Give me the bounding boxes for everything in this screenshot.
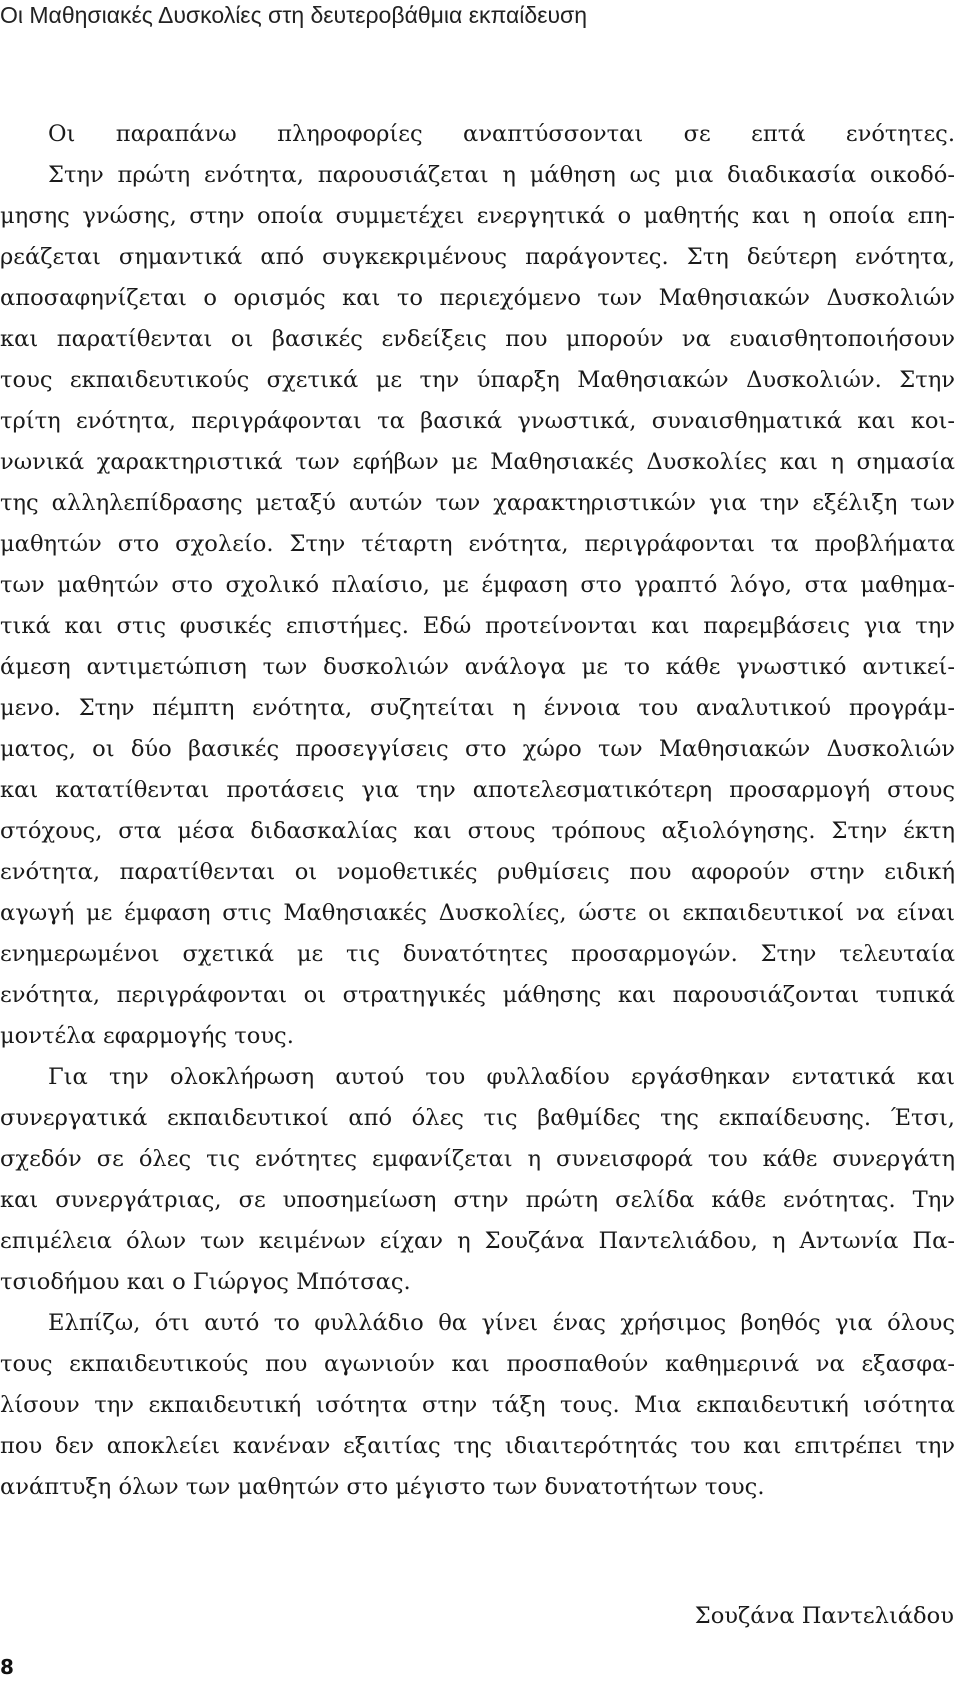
text-line: τσιοδήμου και ο Γιώργος Μπότσας.	[0, 1269, 411, 1295]
text-line: των μαθητών στο σχολικό πλαίσιο, με έμφαση στο γραπτό λόγο, στα μαθημα-	[0, 572, 955, 598]
text-line: Στην πρώτη ενότητα, παρουσιάζεται η μάθηση ως μια διαδικασία οικοδό-	[48, 162, 955, 188]
text-line: Για την ολοκλήρωση αυτού του φυλλαδίου εργάσθηκαν εντατικά και	[48, 1064, 955, 1090]
text-line: μησης γνώσης, στην οποία συμμετέχει ενεργητικά ο μαθητής και η οποία επη-	[0, 203, 955, 229]
text-line: τρίτη ενότητα, περιγράφονται τα βασικά γνωστικά, συναισθηματικά και κοι-	[0, 408, 955, 434]
text-line: της αλληλεπίδρασης μεταξύ αυτών των χαρακτηριστικών για την εξέλιξη των	[0, 490, 955, 516]
text-line: λίσουν την εκπαιδευτική ισότητα στην τάξη τους. Μια εκπαιδευτική ισότητα	[0, 1392, 955, 1418]
text-line: ανάπτυξη όλων των μαθητών στο μέγιστο των δυνατοτήτων τους.	[0, 1474, 765, 1500]
text-line: ενότητα, περιγράφονται οι στρατηγικές μάθησης και παρουσιάζονται τυπικά	[0, 982, 955, 1008]
text-line: αποσαφηνίζεται ο ορισμός και το περιεχόμενο των Μαθησιακών Δυσκολιών	[0, 285, 955, 311]
text-line: άμεση αντιμετώπιση των δυσκολιών ανάλογα με το κάθε γνωστικό αντικεί-	[0, 654, 955, 680]
body-text	[0, 114, 955, 1508]
text-line: συνεργατικά εκπαιδευτικοί από όλες τις βαθμίδες της εκπαίδευσης. Έτσι,	[0, 1105, 955, 1131]
paragraph-3	[0, 1303, 955, 1508]
signature: Σουζάνα Παντελιάδου	[694, 1603, 954, 1629]
text-line: στόχους, στα μέσα διδασκαλίας και στους τρόπους αξιολόγησης. Στην έκτη	[0, 818, 955, 844]
text-line: αγωγή με έμφαση στις Μαθησιακές Δυσκολίες, ώστε οι εκπαιδευτικοί να είναι	[0, 900, 955, 926]
text-line: ενότητα, παρατίθενται οι νομοθετικές ρυθμίσεις που αφορούν στην ειδική	[0, 859, 955, 885]
text-line: και συνεργάτριας, σε υποσημείωση στην πρώτη σελίδα κάθε ενότητας. Την	[0, 1187, 955, 1213]
text-line: τους εκπαιδευτικούς που αγωνιούν και προσπαθούν καθημερινά να εξασφα-	[0, 1351, 955, 1377]
paragraph-1	[0, 114, 955, 1057]
text-line: μενο. Στην πέμπτη ενότητα, συζητείται η έννοια του αναλυτικού προγράμ-	[0, 695, 955, 721]
text-line: ενημερωμένοι σχετικά με τις δυνατότητες προσαρμογών. Στην τελευταία	[0, 941, 955, 967]
text-line: Οι παραπάνω πληροφορίες αναπτύσσονται σε επτά ενότητες.	[48, 121, 955, 147]
page-number: 8	[0, 1655, 14, 1679]
text-line: και παρατίθενται οι βασικές ενδείξεις που μπορούν να ευαισθητοποιήσουν	[0, 326, 955, 352]
text-line: τικά και στις φυσικές επιστήμες. Εδώ προτείνονται και παρεμβάσεις για την	[0, 613, 955, 639]
text-line: ματος, οι δύο βασικές προσεγγίσεις στο χώρο των Μαθησιακών Δυσκολιών	[0, 736, 955, 762]
text-line: μοντέλα εφαρμογής τους.	[0, 1023, 294, 1049]
text-line: μαθητών στο σχολείο. Στην τέταρτη ενότητα, περιγράφονται τα προβλήματα	[0, 531, 955, 557]
paragraph-2	[0, 1057, 955, 1303]
text-line: που δεν αποκλείει κανέναν εξαιτίας της ιδιαιτερότητάς του και επιτρέπει την	[0, 1433, 955, 1459]
text-line: σχεδόν σε όλες τις ενότητες εμφανίζεται η συνεισφορά του κάθε συνεργάτη	[0, 1146, 955, 1172]
text-line: ρεάζεται σημαντικά από συγκεκριμένους παράγοντες. Στη δεύτερη ενότητα,	[0, 244, 955, 270]
running-header: Οι Μαθησιακές Δυσκολίες στη δευτεροβάθμια εκπαίδευση	[0, 2, 588, 28]
text-line: νωνικά χαρακτηριστικά των εφήβων με Μαθησιακές Δυσκολίες και η σημασία	[0, 449, 955, 475]
text-line: τους εκπαιδευτικούς σχετικά με την ύπαρξη Μαθησιακών Δυσκολιών. Στην	[0, 367, 955, 393]
text-line: Ελπίζω, ότι αυτό το φυλλάδιο θα γίνει ένας χρήσιμος βοηθός για όλους	[48, 1310, 955, 1336]
text-line: επιμέλεια όλων των κειμένων είχαν η Σουζάνα Παντελιάδου, η Αντωνία Πα-	[0, 1228, 955, 1254]
text-line: και κατατίθενται προτάσεις για την αποτελεσματικότερη προσαρμογή στους	[0, 777, 955, 803]
